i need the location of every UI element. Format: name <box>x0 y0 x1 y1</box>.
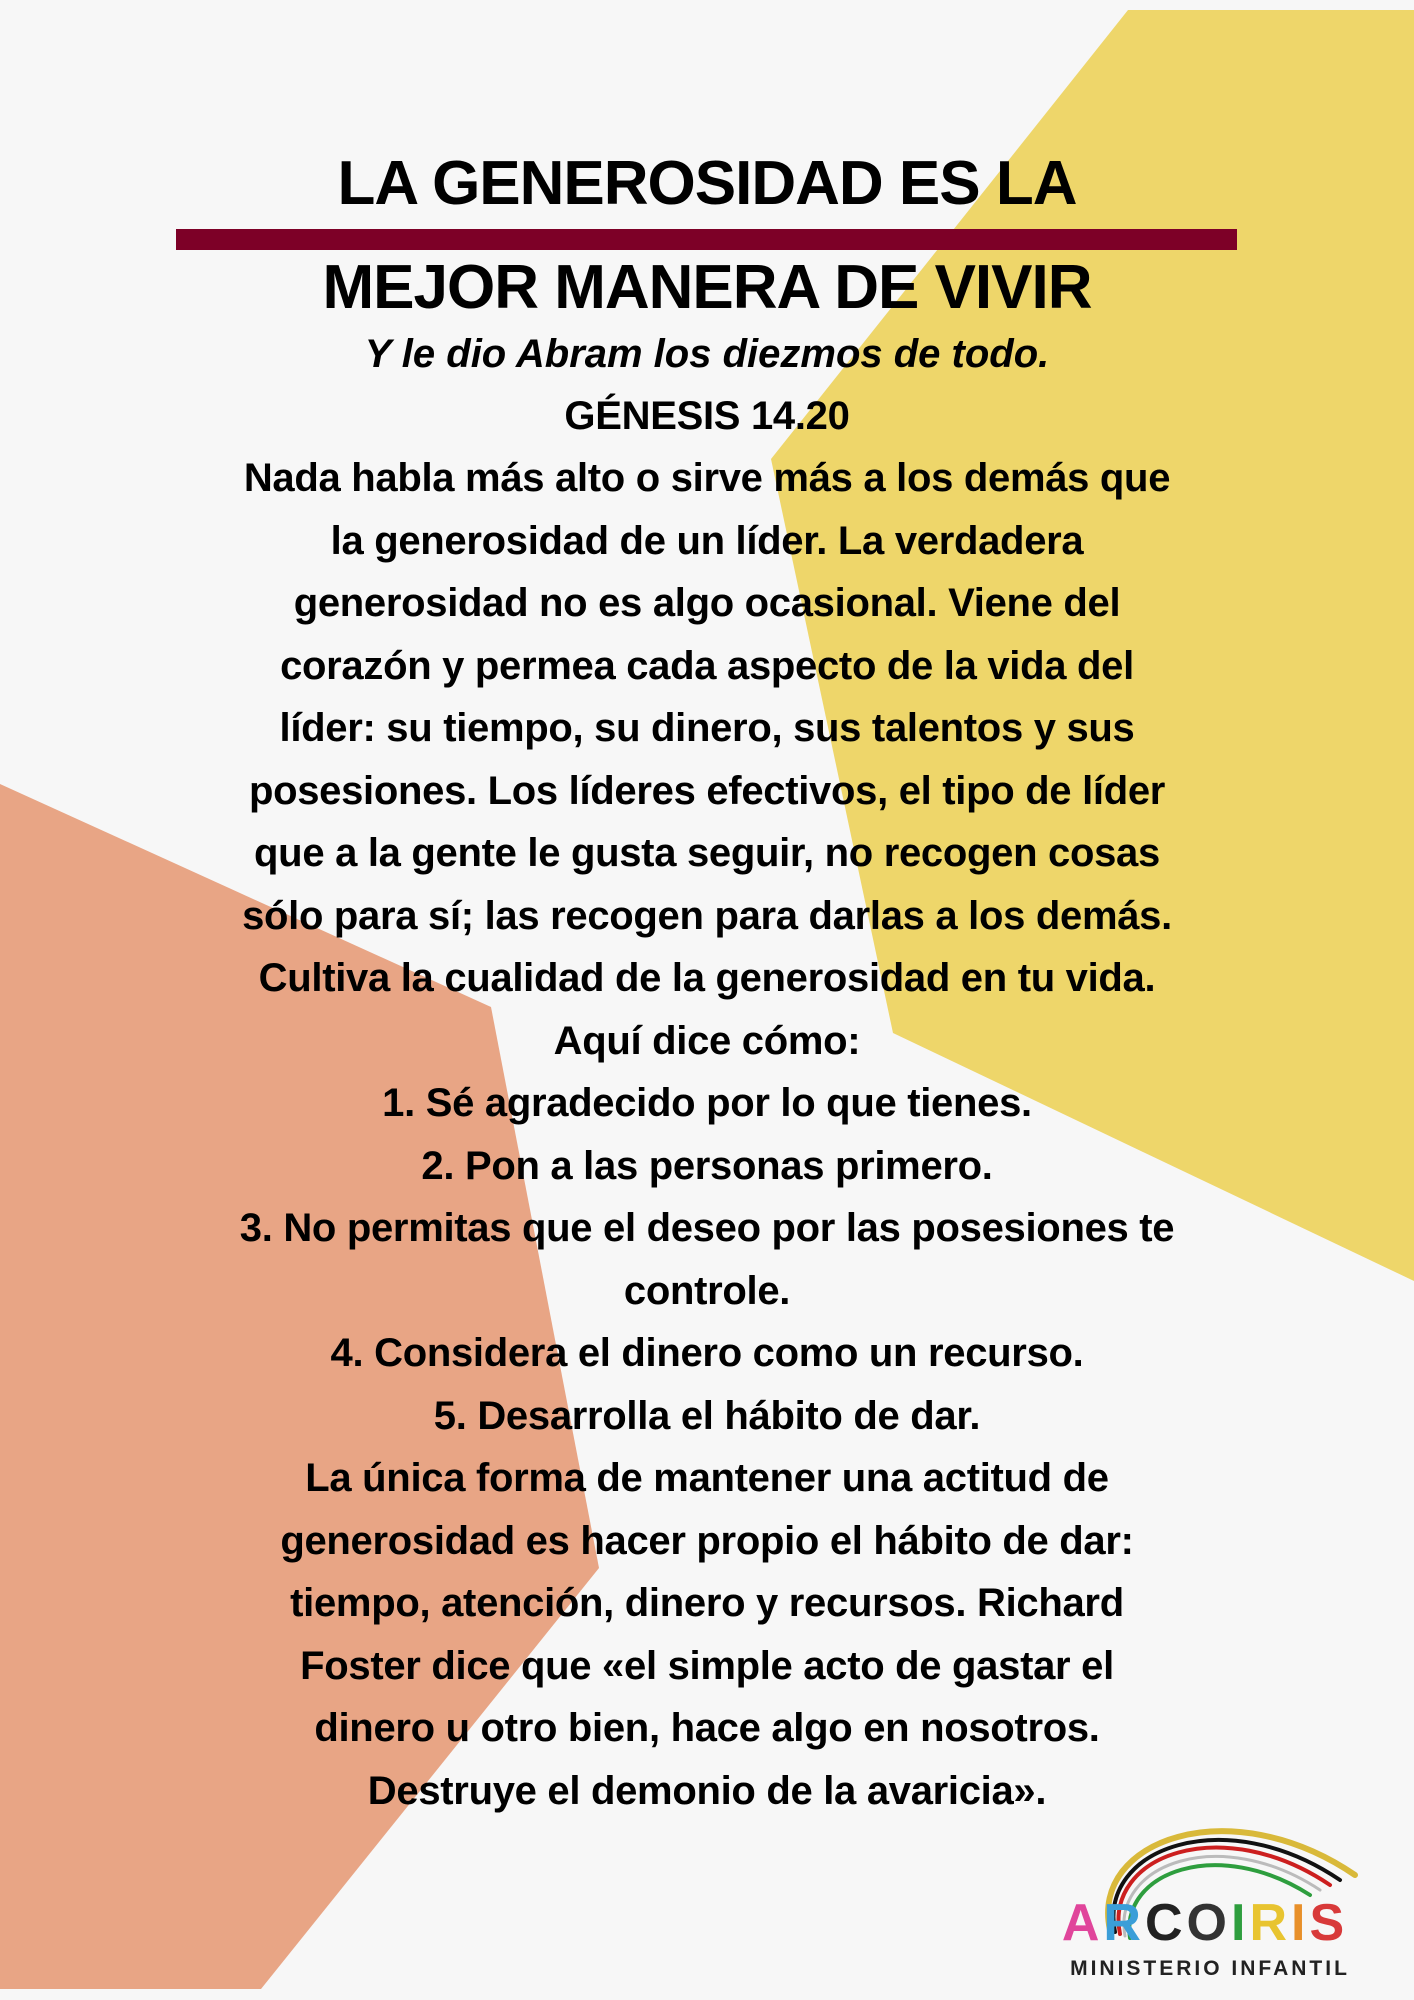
body-line: líder: su tiempo, su dinero, sus talentos y sus <box>279 706 1135 750</box>
body-line: que a la gente le gusta seguir, no recogen cosas <box>254 831 1160 875</box>
body-line: generosidad no es algo ocasional. Viene del <box>293 581 1121 625</box>
body-line: tiempo, atención, dinero y recursos. Richard <box>290 1581 1124 1625</box>
body-line: 1. Sé agradecido por lo que tienes. <box>382 1081 1032 1125</box>
title-line-2: MEJOR MANERA DE VIVIR <box>322 253 1092 322</box>
body-line: generosidad es hacer propio el hábito de dar: <box>280 1518 1134 1563</box>
body-line: 4. Considera el dinero como un recurso. <box>330 1331 1084 1375</box>
title-divider <box>176 229 1237 250</box>
body-line: 5. Desarrolla el hábito de dar. <box>433 1393 981 1438</box>
logo-name: ARCOIRIS <box>1061 1894 1349 1952</box>
logo-subtitle: MINISTERIO INFANTIL <box>1070 1957 1350 1980</box>
body-line: Cultiva la cualidad de la generosidad en tu vida. <box>258 956 1156 1000</box>
body-line: sólo para sí; las recogen para darlas a los demás. <box>242 893 1172 938</box>
body-line: dinero u otro bien, hace algo en nosotros. <box>314 1706 1100 1750</box>
body-line: Nada habla más alto o sirve más a los demás que <box>243 456 1171 500</box>
body-line: posesiones. Los líderes efectivos, el tipo de líder <box>248 768 1166 813</box>
body-line: controle. <box>623 1268 791 1313</box>
body-line: corazón y permea cada aspecto de la vida del <box>280 643 1134 688</box>
title-line-1: LA GENEROSIDAD ES LA <box>337 149 1077 218</box>
body-line: 3. No permitas que el deseo por las posesiones te <box>239 1206 1175 1250</box>
verse-reference: GÉNESIS 14.20 <box>564 394 850 438</box>
body-line: la generosidad de un líder. La verdadera <box>330 518 1084 563</box>
body-line: Foster dice que «el simple acto de gastar el <box>300 1643 1114 1688</box>
verse-text: Y le dio Abram los diezmos de todo. <box>364 332 1050 376</box>
body-line: La única forma de mantener una actitud de <box>305 1456 1109 1500</box>
body-line: Aquí dice cómo: <box>553 1018 861 1063</box>
arcoiris-logo <box>1000 1780 1400 1980</box>
body-line: Destruye el demonio de la avaricia». <box>367 1768 1047 1813</box>
body-line: 2. Pon a las personas primero. <box>421 1143 993 1188</box>
